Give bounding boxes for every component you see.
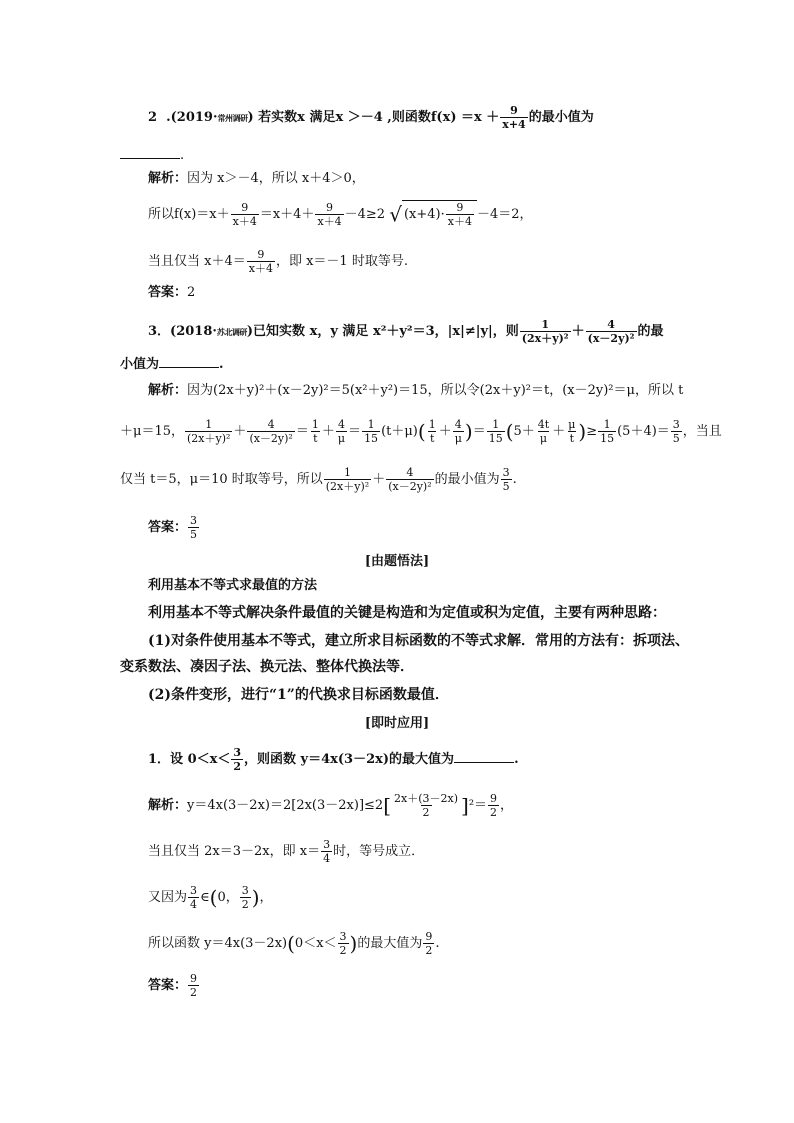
method-title: 利用基本不等式求最值的方法 [148,578,318,593]
app1-answer: 答案： $\frac{9}{2}$ [148,972,198,999]
q3-solution-line3: 仅当 t＝5，μ＝10 时取等号，所以 $\frac{1}{\text{(2x＋y)²}}$ ＋ $\frac{4}{\text{(x－2y)²}}$ 的最小值为 $\frac{3}{5}$ . [120,466,517,493]
q3-stem-line2: 小值为 . [120,357,224,372]
method-paragraph-2-cont: 变系数法、凑因子法、换元法、整体代换法等． [120,659,414,675]
app1-solution-line3: 又因为 $\frac{3}{4}$ ∈(0， $\frac{3}{2}$ )， [148,884,273,911]
q2-blank-line: . [120,146,184,165]
answer-blank[interactable] [159,355,219,368]
q2-solution-line2: 所以f(x)＝x＋ $\frac{9}{x+4}$ ＝x＋4＋ $\frac{9}{x+4}$ －4≥2 √ (x+4)· $\frac{9}{x+4}$ －4＝2， [148,201,533,228]
method-paragraph-2: (1)对条件使用基本不等式，建立所求目标函数的不等式求解．常用的方法有：拆项法、 [148,633,689,649]
app1-stem: 1．设 0＜x＜ $\frac{3}{2}$ ，则函数 y＝4x(3－2x)的最大值为 . [148,746,519,773]
answer-blank[interactable] [120,146,180,159]
app1-solution-line2: 当且仅当 2x＝3－2x，即 x＝ $\frac{3}{4}$ 时，等号成立． [148,838,425,865]
q2-solution-line3: 当且仅当 x＋4＝ $\frac{9}{x+4}$ ，即 x＝－1 时取等号. [148,248,408,275]
q2-solution-line1: 解析：因为 x＞－4，所以 x＋4＞0， [148,171,365,186]
method-paragraph-1: 利用基本不等式解决条件最值的关键是构造和为定值或积为定值，主要有两种思路： [148,605,666,621]
q3-solution-line1: 解析：因为(2x＋y)²＋(x－2y)²＝5(x²＋y²)＝15，所以令(2x＋y)²＝t，(x－2y)²＝μ，所以 t [148,383,684,398]
answer-blank[interactable] [454,750,514,763]
app1-solution-line1: 解析：y＝4x(3－2x)＝2[2x(3－2x)]≤2[ $\frac{2x+(3-2x)}{2}$ ]²＝ $\frac{9}{2}$ ， [148,792,514,819]
q2-stem: 2 .(2019·常州调研) 若实数x 满足x ＞－4 ,则函数f(x) ＝x ＋ $\frac{9}{x+4}$ 的最小值为 [148,104,594,131]
q3-stem: 3．(2018·苏北调研)已知实数 x，y 满足 x²＋y²＝3，|x|≠|y|，则 $\frac{1}{\text{(2x＋y)²}}$ ＋ $\frac{4}{\text{(x－2y)²}}$ 的最 [148,318,664,345]
section-heading-application: [即时应用] [364,716,430,731]
q3-answer: 答案： $\frac{3}{5}$ [148,514,198,541]
section-heading-method: [由题悟法] [364,554,430,569]
method-paragraph-3: (2)条件变形，进行“1”的代换求目标函数最值． [148,687,449,703]
q2-answer: 答案：2 [148,285,196,300]
app1-solution-line4: 所以函数 y＝4x(3－2x)(0＜x＜ $\frac{3}{2}$ )的最大值为 $\frac{9}{2}$ . [148,930,440,957]
q3-solution-line2: ＋μ＝15， $\frac{1}{\text{(2x＋y)²}}$ ＋ $\frac{4}{\text{(x－2y)²}}$ ＝ $\frac{1}{t}$ ＋ $\frac{4}{\mu}$ ＝ $\frac{1}{15}$ (t＋μ)( $\frac{1}{t}$ ＋ $\frac{4}{\mu}$ )＝ $\frac{1}{15}$ (5＋ $\frac{4t}{\mu}$ ＋ $\frac{\mu}{t}$ )≥ $\frac{1}{15}$ (5＋4)＝ $\frac{3}{5}$ ，当且 [120,418,722,445]
